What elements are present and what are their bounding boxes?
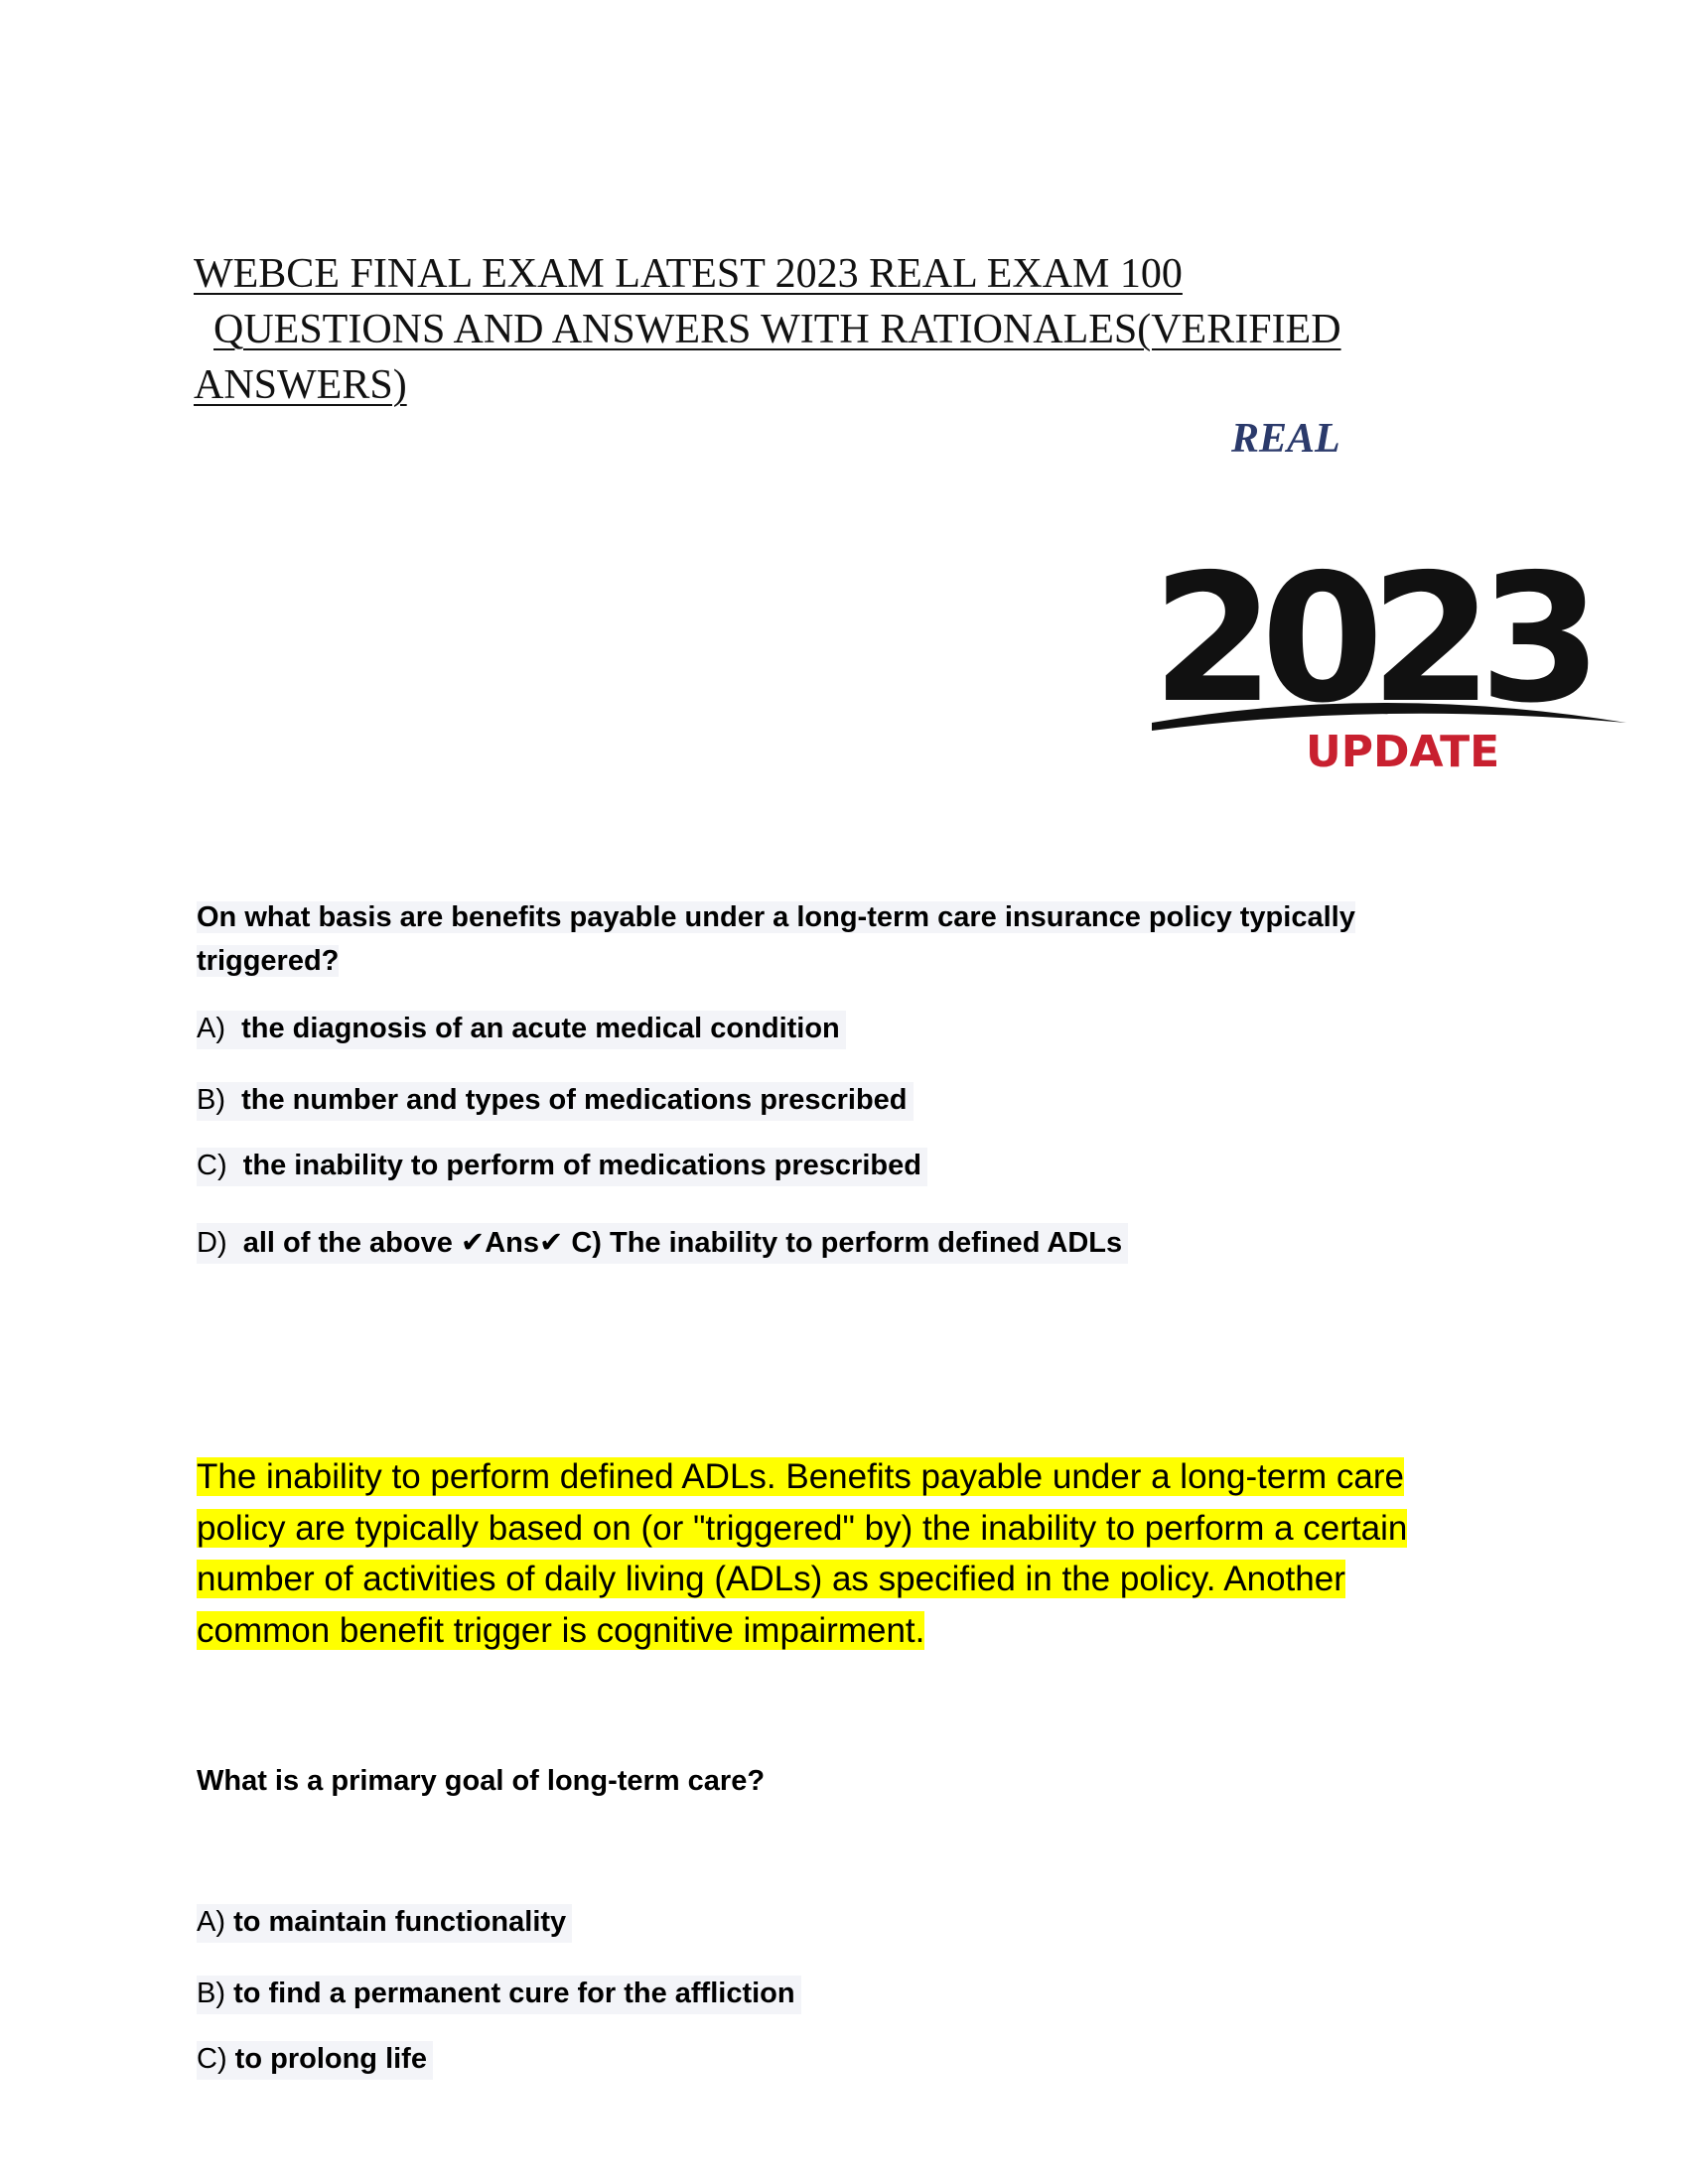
question-1-option-a: A) the diagnosis of an acute medical condition — [197, 1011, 846, 1049]
question-2-text: What is a primary goal of long-term care? — [197, 1765, 766, 1797]
rationale-line: policy are typically based on (or "triggered" by) the inability to perform a certain — [197, 1508, 1408, 1548]
logo-caption: UPDATE — [1306, 727, 1500, 777]
2023-update-logo — [1082, 506, 1688, 784]
rationale-line: number of activities of daily living (ADLs) as specified in the policy. Another — [197, 1560, 1345, 1598]
title-line-1: WEBCE FINAL EXAM LATEST 2023 REAL EXAM 100 — [194, 251, 1183, 297]
question-1-option-c: C) the inability to perform of medications prescribed — [197, 1148, 927, 1186]
title-line-2: QUESTIONS AND ANSWERS WITH RATIONALES(VERIFIED — [213, 307, 1341, 352]
question-2-option-b: B) to find a permanent cure for the affliction — [197, 1976, 801, 2014]
question-1-option-d-answer: D) all of the above ✔Ans✔ C) The inability to perform defined ADLs — [197, 1223, 1128, 1264]
real-badge: REAL — [1231, 416, 1340, 462]
question-1-rationale — [197, 1451, 1487, 1656]
document-title — [194, 246, 1445, 413]
question-2-option-a: A) to maintain functionality — [197, 1904, 572, 1943]
question-2-option-c: C) to prolong life — [197, 2041, 433, 2080]
title-line-3: ANSWERS) — [194, 362, 407, 408]
question-1-text: On what basis are benefits payable under a long-term care insurance policy typically triggered? — [197, 901, 1355, 977]
question-1-option-b: B) the number and types of medications prescribed — [197, 1082, 914, 1121]
rationale-line: common benefit trigger is cognitive impairment. — [197, 1610, 925, 1650]
rationale-line: The inability to perform defined ADLs. Benefits payable under a long-term care — [197, 1457, 1404, 1496]
logo-year: 2023 — [1152, 536, 1589, 742]
